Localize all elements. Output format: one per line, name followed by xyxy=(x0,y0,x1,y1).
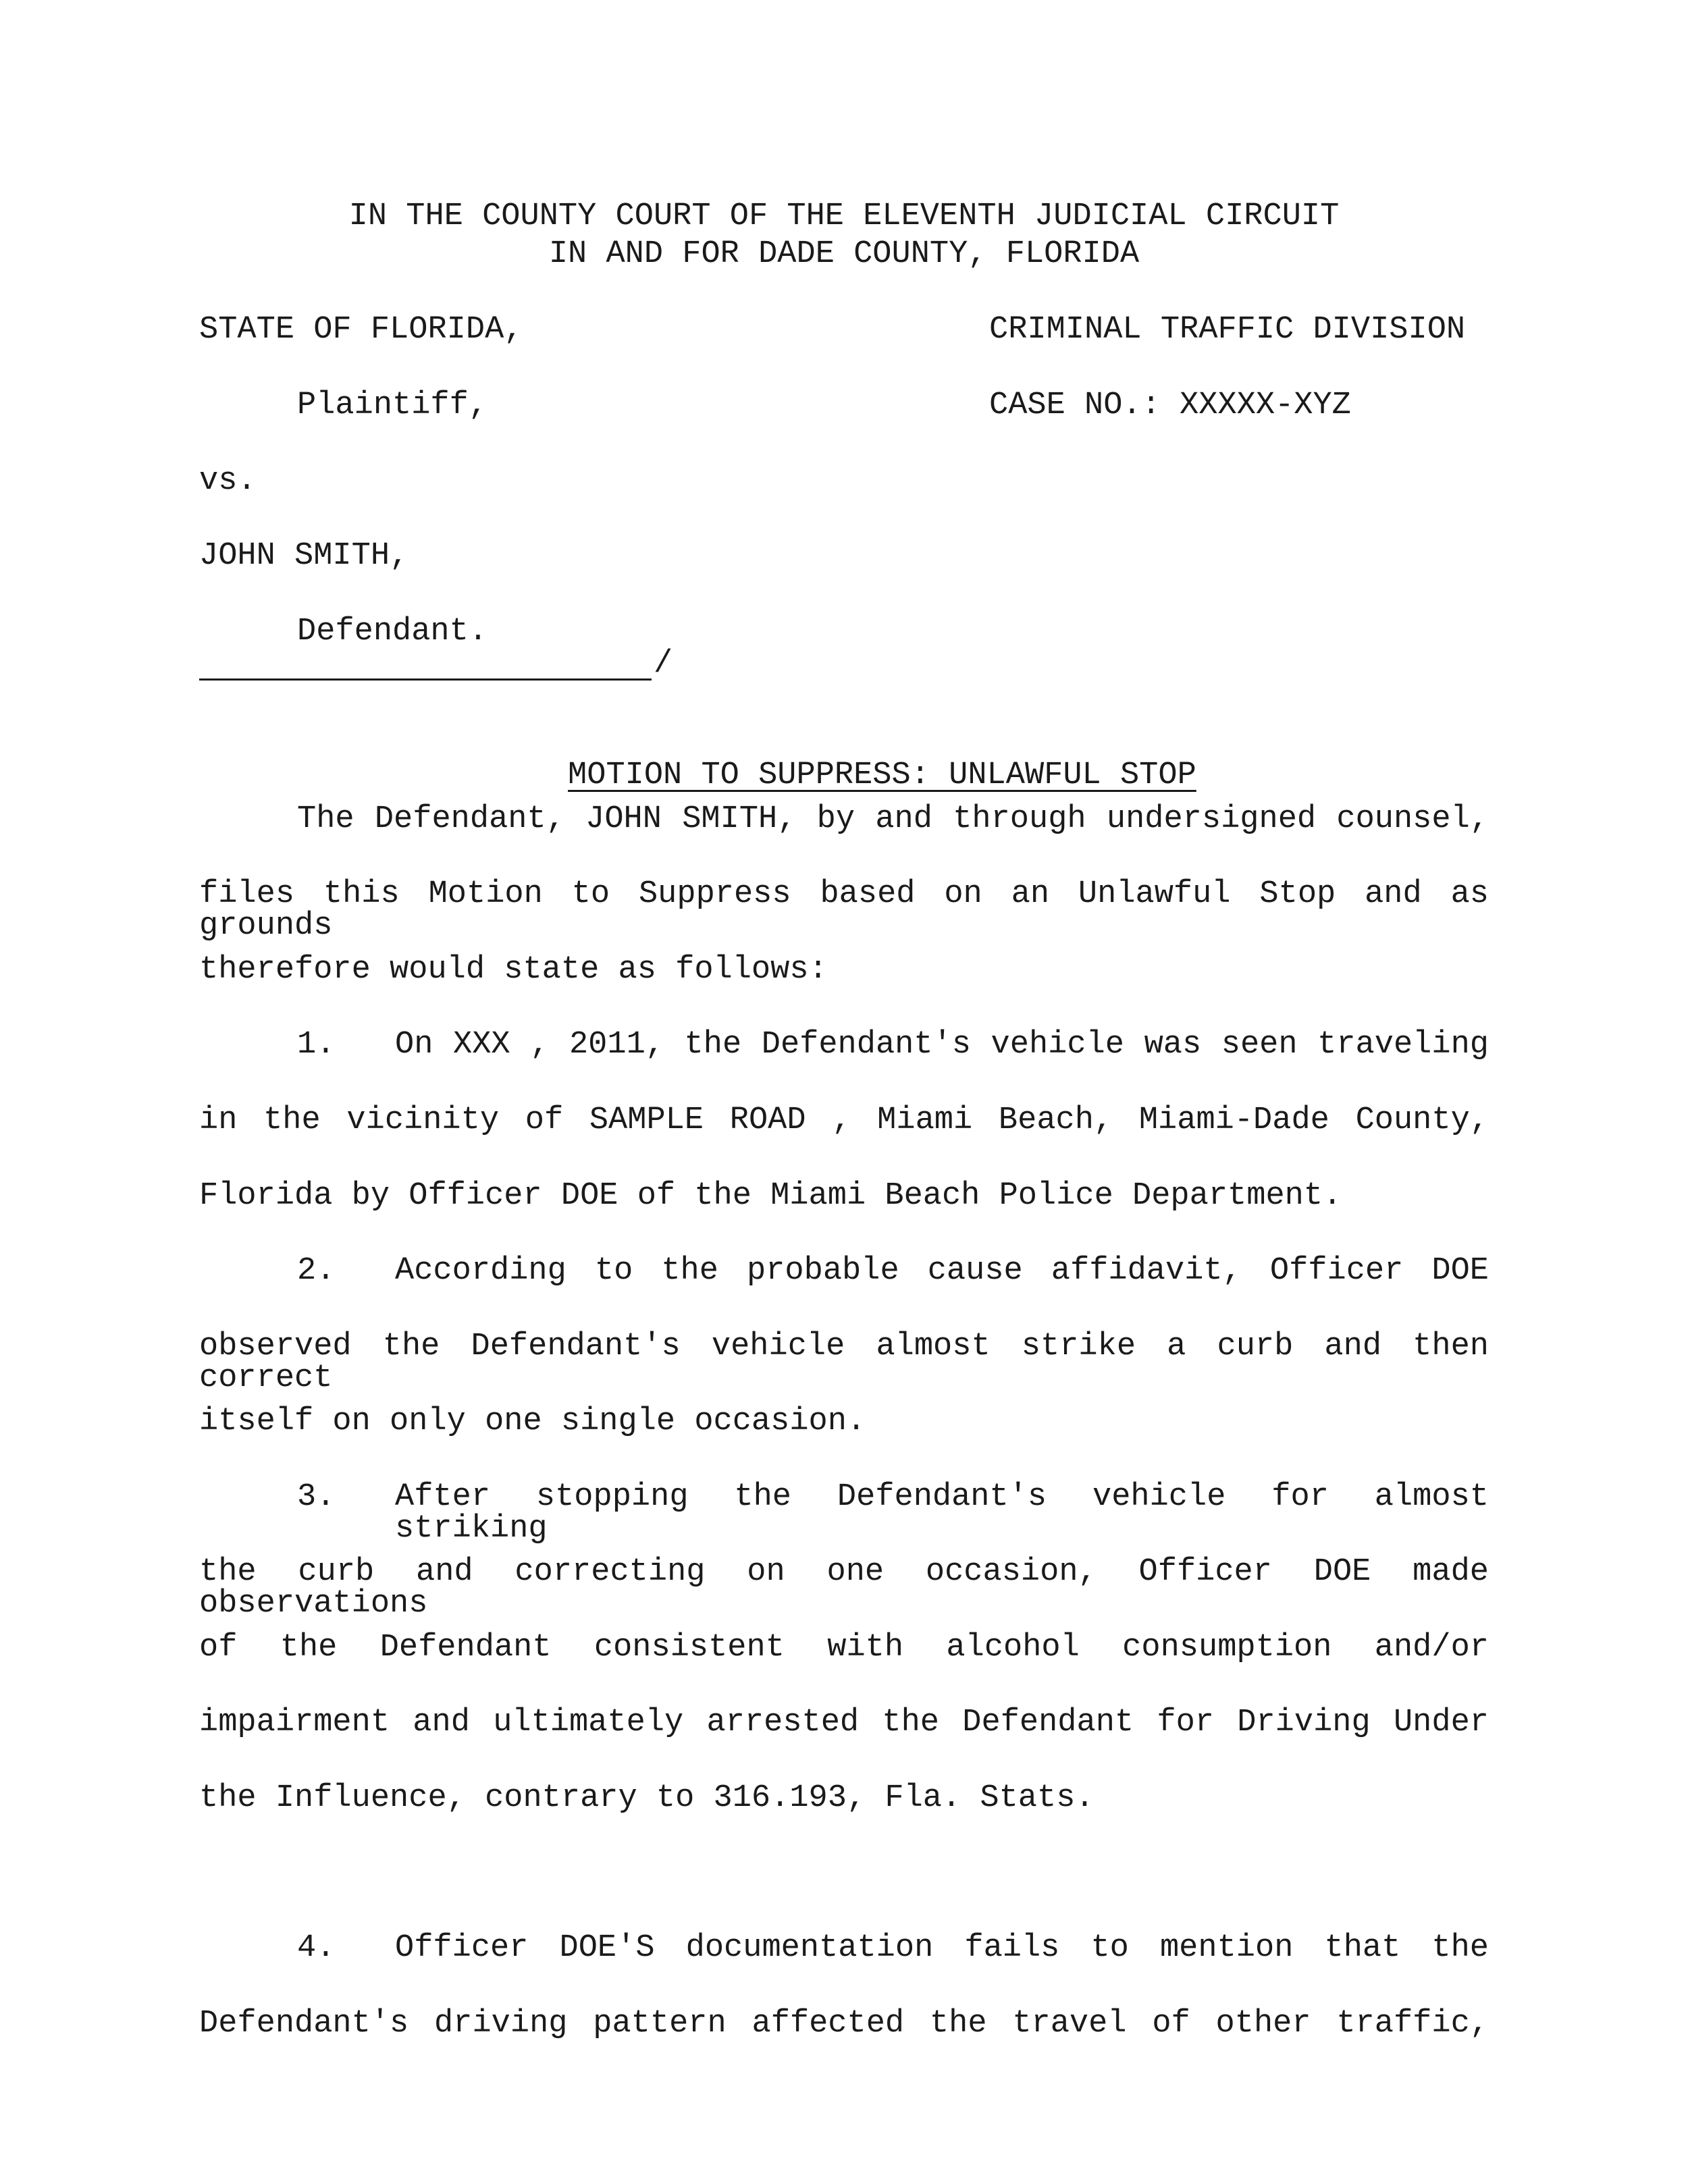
motion-title: MOTION TO SUPPRESS: UNLAWFUL STOP xyxy=(568,757,1196,793)
court-heading-line-2: IN AND FOR DADE COUNTY, FLORIDA xyxy=(548,236,1140,272)
paragraph-number: 2. xyxy=(297,1253,336,1289)
plaintiff-name: STATE OF FLORIDA, xyxy=(199,312,523,348)
defendant-role: Defendant. xyxy=(297,614,488,649)
paragraph-first-line: On XXX , 2011, the Defendant's vehicle was seen traveling xyxy=(395,1027,1489,1063)
case-number: CASE NO.: XXXXX-XYZ xyxy=(989,388,1351,423)
paragraph-line: of the Defendant consistent with alcohol consumption and/or xyxy=(199,1630,1489,1666)
paragraph-number: 3. xyxy=(297,1479,336,1515)
paragraph-line: Florida by Officer DOE of the Miami Beach Police Department. xyxy=(199,1178,1342,1214)
paragraph-first-line: After stopping the Defendant's vehicle for almost striking xyxy=(395,1479,1489,1547)
paragraph-number: 1. xyxy=(297,1027,336,1063)
paragraph-line: observed the Defendant's vehicle almost strike a curb and then correct xyxy=(199,1329,1489,1396)
paragraph-line: impairment and ultimately arrested the Defendant for Driving Under xyxy=(199,1705,1489,1740)
plaintiff-role: Plaintiff, xyxy=(297,388,488,423)
paragraph-line: the curb and correcting on one occasion, Officer DOE made observations xyxy=(199,1554,1489,1622)
defendant-name: JOHN SMITH, xyxy=(199,538,409,574)
division-label: CRIMINAL TRAFFIC DIVISION xyxy=(989,312,1466,348)
paragraph-number: 4. xyxy=(297,1930,336,1966)
versus-label: vs. xyxy=(199,463,257,499)
court-heading-line-1: IN THE COUNTY COURT OF THE ELEVENTH JUDICIAL CIRCUIT xyxy=(348,198,1340,234)
paragraph-line: Defendant's driving pattern affected the travel of other traffic, xyxy=(199,2006,1489,2042)
intro-line-1: The Defendant, JOHN SMITH, by and through undersigned counsel, xyxy=(297,801,1489,837)
paragraph-line: the Influence, contrary to 316.193, Fla. Stats. xyxy=(199,1780,1094,1816)
intro-line-3: therefore would state as follows: xyxy=(199,952,828,988)
paragraph-first-line: According to the probable cause affidavit, Officer DOE xyxy=(395,1253,1489,1289)
paragraph-line: in the vicinity of SAMPLE ROAD , Miami Beach, Miami-Dade County, xyxy=(199,1102,1489,1138)
intro-line-2: files this Motion to Suppress based on an Unlawful Stop and as grounds xyxy=(199,876,1489,944)
caption-rule xyxy=(199,678,652,681)
paragraph-first-line: Officer DOE'S documentation fails to mention that the xyxy=(395,1930,1489,1966)
caption-slash: / xyxy=(654,646,673,682)
paragraph-line: itself on only one single occasion. xyxy=(199,1404,866,1439)
